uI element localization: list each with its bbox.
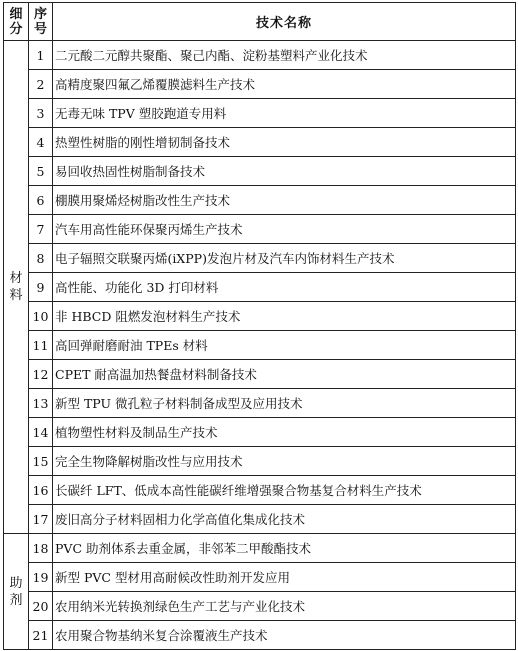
header-index <box>29 3 53 41</box>
row-number: 9 <box>29 273 53 302</box>
tech-name: 热塑性树脂的刚性增韧制备技术 <box>53 128 516 157</box>
tech-name: 农用聚合物基纳米复合涂覆液生产技术 <box>53 621 516 650</box>
tech-name: 非 HBCD 阻燃发泡材料生产技术 <box>53 302 516 331</box>
table-header-row <box>4 3 516 41</box>
table-row <box>4 360 516 389</box>
category-label <box>4 270 28 304</box>
category-label-char: 料 <box>9 288 23 303</box>
tech-name: 二元酸二元醇共聚酯、聚己内酯、淀粉基塑料产业化技术 <box>53 41 516 70</box>
tech-name: 棚膜用聚烯烃树脂改性生产技术 <box>53 186 516 215</box>
tech-name: 完全生物降解树脂改性与应用技术 <box>53 447 516 476</box>
row-number: 5 <box>29 157 53 186</box>
header-category <box>4 3 29 41</box>
tech-name: 高性能、功能化 3D 打印材料 <box>53 273 516 302</box>
category-label-char: 助 <box>9 575 23 591</box>
row-number: 14 <box>29 418 53 447</box>
tech-name: 电子辐照交联聚丙烯(iXPP)发泡片材及汽车内饰材料生产技术 <box>53 244 516 273</box>
tech-name: 易回收热固性树脂制备技术 <box>53 157 516 186</box>
category-label <box>4 575 28 609</box>
tech-name: 植物塑性材料及制品生产技术 <box>53 418 516 447</box>
row-number: 7 <box>29 215 53 244</box>
table-row <box>4 389 516 418</box>
header-category-char-1: 细 <box>9 6 23 22</box>
tech-name: 长碳纤 LFT、低成本高性能碳纤维增强聚合物基复合材料生产技术 <box>53 476 516 505</box>
table-row <box>4 273 516 302</box>
row-number: 16 <box>29 476 53 505</box>
table-row <box>4 157 516 186</box>
table-row <box>4 331 516 360</box>
tech-name: 新型 PVC 型材用高耐候改性助剂开发应用 <box>53 563 516 592</box>
tech-name: CPET 耐高温加热餐盘材料制备技术 <box>53 360 516 389</box>
table-row <box>4 563 516 592</box>
row-number: 15 <box>29 447 53 476</box>
row-number: 19 <box>29 563 53 592</box>
row-number: 18 <box>29 534 53 563</box>
row-number: 1 <box>29 41 53 70</box>
category-cell-1 <box>4 41 29 534</box>
category-label-char: 剂 <box>9 592 23 608</box>
row-number: 4 <box>29 128 53 157</box>
tech-table <box>3 2 516 650</box>
category-cell-2 <box>4 534 29 650</box>
tech-name: 高回弹耐磨耐油 TPEs 材料 <box>53 331 516 360</box>
row-number: 8 <box>29 244 53 273</box>
row-number: 17 <box>29 505 53 534</box>
header-category-char-2: 分 <box>9 21 23 37</box>
tech-name: 农用纳米光转换剂绿色生产工艺与产业化技术 <box>53 592 516 621</box>
row-number: 2 <box>29 70 53 99</box>
table-row <box>4 621 516 650</box>
tech-name: 高精度聚四氟乙烯覆膜滤料生产技术 <box>53 70 516 99</box>
row-number: 3 <box>29 99 53 128</box>
table-body <box>4 41 516 650</box>
row-number: 11 <box>29 331 53 360</box>
table-row <box>4 534 516 563</box>
row-number: 12 <box>29 360 53 389</box>
header-title: 技术名称 <box>53 3 516 41</box>
tech-name: 废旧高分子材料固相力化学高值化集成化技术 <box>53 505 516 534</box>
table-row <box>4 302 516 331</box>
table-row <box>4 215 516 244</box>
tech-name: PVC 助剂体系去重金属，非邻苯二甲酸酯技术 <box>53 534 516 563</box>
header-index-char-2: 号 <box>33 21 47 37</box>
table-row <box>4 128 516 157</box>
table-row <box>4 244 516 273</box>
category-label-char: 材 <box>9 271 23 286</box>
table-row <box>4 418 516 447</box>
table-row <box>4 592 516 621</box>
table-row <box>4 186 516 215</box>
table-row <box>4 476 516 505</box>
row-number: 6 <box>29 186 53 215</box>
table-row <box>4 505 516 534</box>
table-row <box>4 447 516 476</box>
row-number: 20 <box>29 592 53 621</box>
row-number: 10 <box>29 302 53 331</box>
row-number: 21 <box>29 621 53 650</box>
row-number: 13 <box>29 389 53 418</box>
tech-name: 无毒无味 TPV 塑胶跑道专用料 <box>53 99 516 128</box>
tech-name: 新型 TPU 微孔粒子材料制备成型及应用技术 <box>53 389 516 418</box>
header-index-char-1: 序 <box>33 6 47 22</box>
tech-name: 汽车用高性能环保聚丙烯生产技术 <box>53 215 516 244</box>
table-row <box>4 99 516 128</box>
table-row <box>4 41 516 70</box>
table-row <box>4 70 516 99</box>
tech-table-sheet <box>3 2 515 648</box>
